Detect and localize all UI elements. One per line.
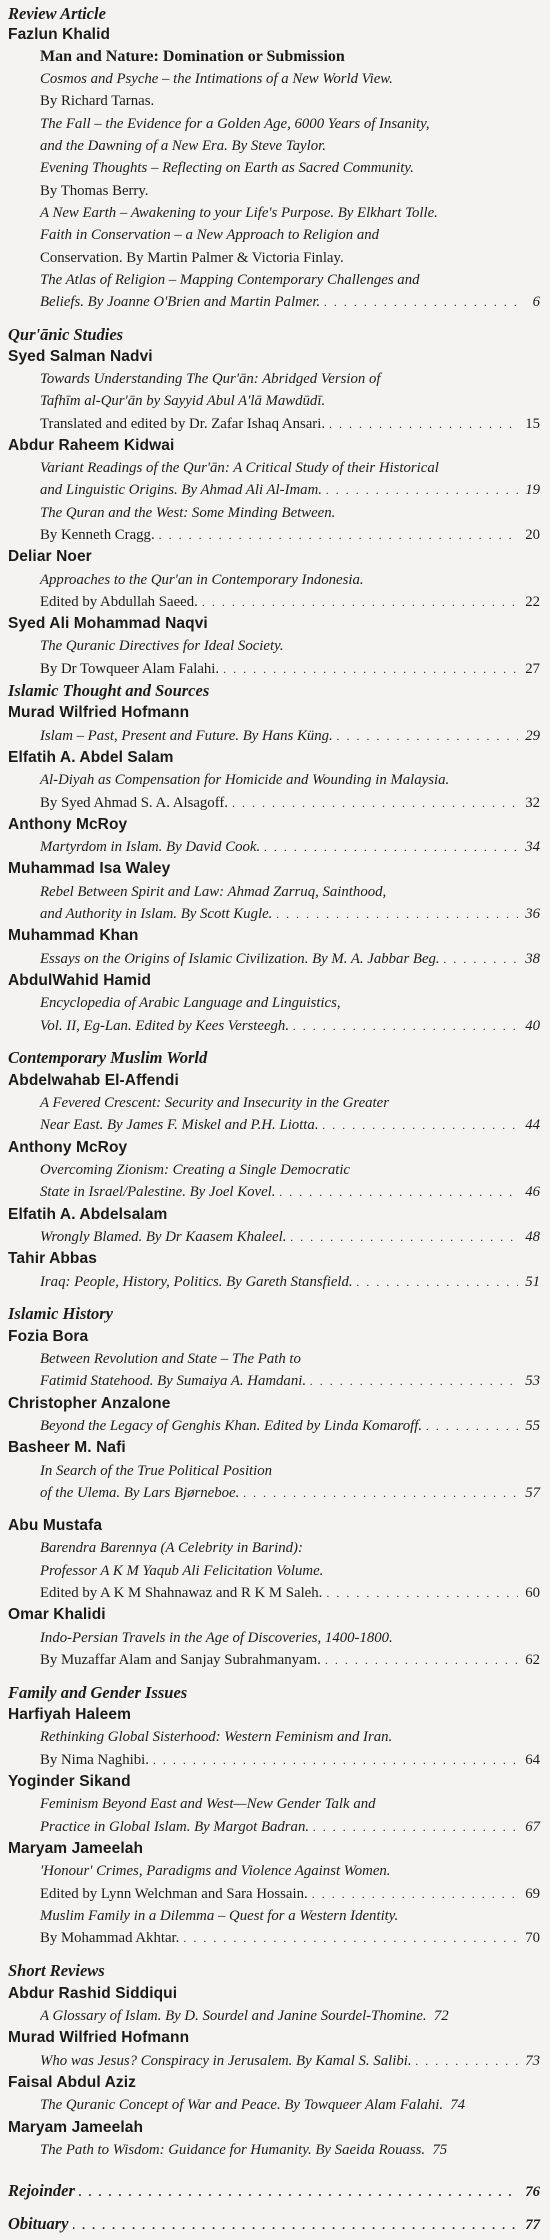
section-heading: Contemporary Muslim World (8, 1048, 208, 1067)
leader-dots (276, 903, 518, 925)
page-number: 48 (525, 1229, 540, 1245)
book-credit-line: Conservation. By Martin Palmer & Victoria Finlay. (40, 250, 344, 266)
page-number: 64 (525, 1752, 540, 1768)
page-number: 19 (525, 482, 540, 498)
book-title-line (40, 1181, 540, 1203)
book-credit-line: By Thomas Berry. (40, 183, 149, 199)
reviewer-name: Anthony McRoy (8, 816, 128, 833)
page-number: 34 (525, 839, 540, 855)
section-heading: Islamic Thought and Sources (8, 681, 210, 700)
section-heading: Review Article (8, 4, 106, 23)
book-title-line-text: Fatimid Statehood. By Sumaiya A. Hamdani. (40, 1373, 307, 1389)
book-title-line-text: and Linguistic Origins. By Ahmad Ali Al-Imam. (40, 482, 322, 498)
leader-dots (312, 1883, 518, 1905)
book-title-line-text: The Path to Wisdom: Guidance for Humanity. By Saeida Rouass. (40, 2142, 426, 2158)
section-heading: Short Reviews (8, 1961, 105, 1980)
page-number: 67 (525, 1819, 540, 1835)
reviewer-name: Omar Khalidi (8, 1606, 106, 1623)
page-number: 55 (525, 1418, 540, 1434)
page-number: 62 (525, 1652, 540, 1668)
page-number: 60 (525, 1585, 540, 1601)
book-title-line: Variant Readings of the Qur'ān: A Critical Study of their Historical (40, 460, 439, 476)
reviewer-name: Syed Salman Nadvi (8, 348, 153, 365)
book-title-line-text: Essays on the Origins of Islamic Civilization. By M. A. Jabbar Beg. (40, 951, 440, 967)
book-title-line-text: Who was Jesus? Conspiracy in Jerusalem. By Kamal S. Salibi. (40, 2053, 412, 2069)
leader-dots (223, 658, 518, 680)
book-credit-line (40, 524, 540, 546)
page-number: 22 (525, 594, 540, 610)
book-title-line (40, 1816, 540, 1838)
page-number: 75 (432, 2142, 448, 2158)
book-title-line (40, 903, 540, 925)
leader-dots (153, 1749, 518, 1771)
book-title-line: Approaches to the Qur'an in Contemporary Indonesia. (40, 572, 364, 588)
book-title-line: Encyclopedia of Arabic Language and Linguistics, (40, 995, 341, 1011)
book-title-line: A New Earth – Awakening to your Life's Purpose. By Elkhart Tolle. (40, 205, 438, 221)
reviewer-name: Deliar Noer (8, 548, 92, 565)
book-credit-line-text: By Muzaffar Alam and Sanjay Subrahmanyam. (40, 1652, 321, 1668)
page-number: 46 (525, 1184, 540, 1200)
book-title-line (40, 1415, 540, 1437)
reviewer-name: Murad Wilfried Hofmann (8, 2029, 190, 2046)
book-title-line: Overcoming Zionism: Creating a Single Democratic (40, 1162, 351, 1178)
article-title: Man and Nature: Domination or Submission (40, 48, 345, 65)
page-number: 72 (433, 2008, 449, 2024)
book-title-line: Muslim Family in a Dilemma – Quest for a Western Identity. (40, 1908, 399, 1924)
leader-dots (73, 2214, 518, 2236)
book-title-line (40, 1370, 540, 1392)
book-title-line-text: of the Ulema. By Lars Bjørneboe. (40, 1485, 240, 1501)
section-heading: Islamic History (8, 1304, 113, 1323)
reviewer-name: Anthony McRoy (8, 1139, 128, 1156)
book-title-line: Towards Understanding The Qur'ān: Abridged Version of (40, 371, 381, 387)
leader-dots (323, 1114, 518, 1136)
book-title-line: Barendra Barennya (A Celebrity in Barind): (40, 1540, 303, 1556)
book-credit-line (40, 1749, 540, 1771)
book-title-line: Cosmos and Psyche – the Intimations of a New World View. (40, 71, 393, 87)
reviewer-name: Elfatih A. Abdel Salam (8, 749, 174, 766)
leader-dots (325, 1649, 518, 1671)
page-number: 32 (525, 795, 540, 811)
reviewer-name: Fozia Bora (8, 1328, 89, 1345)
book-title-line: 'Honour' Crimes, Paradigms and Violence Against Women. (40, 1863, 391, 1879)
book-title-line (40, 479, 540, 501)
page-number: 36 (525, 906, 540, 922)
page-number: 15 (525, 416, 540, 432)
leader-dots (337, 725, 518, 747)
book-title-line-text: State in Israel/Palestine. By Joel Kovel. (40, 1184, 276, 1200)
reviewer-name: Murad Wilfried Hofmann (8, 704, 190, 721)
book-title-line (40, 291, 540, 313)
page-number: 29 (525, 728, 540, 744)
page-number: 77 (525, 2217, 540, 2233)
leader-dots (426, 1415, 518, 1437)
book-title-line: In Search of the True Political Position (40, 1463, 273, 1479)
book-title-line: Feminism Beyond East and West—New Gender Talk and (40, 1796, 376, 1812)
book-credit-line-text: By Kenneth Cragg. (40, 527, 155, 543)
leader-dots (232, 792, 518, 814)
page-number: 74 (450, 2097, 466, 2113)
book-title-line-text: and Authority in Islam. By Scott Kugle. (40, 906, 273, 922)
page-number: 51 (525, 1274, 540, 1290)
book-credit-line: By Richard Tarnas. (40, 93, 155, 109)
reviewer-name: Abdur Rashid Siddiqui (8, 1985, 178, 2002)
page-number: 20 (525, 527, 540, 543)
book-title-line (40, 2139, 540, 2161)
leader-dots (79, 2181, 518, 2203)
book-credit-line (40, 1582, 540, 1604)
page-number: 57 (525, 1485, 540, 1501)
book-title-line-text: Martyrdom in Islam. By David Cook. (40, 839, 261, 855)
leader-dots (329, 413, 518, 435)
leader-dots (293, 1015, 518, 1037)
book-credit-line (40, 413, 540, 435)
book-title-line: The Quran and the West: Some Minding Between. (40, 505, 336, 521)
book-credit-line-text: By Mohammad Akhtar. (40, 1930, 180, 1946)
book-credit-line-text: By Syed Ahmad S. A. Alsagoff. (40, 795, 228, 811)
leader-dots (279, 1181, 518, 1203)
page-number: 53 (525, 1373, 540, 1389)
book-credit-line (40, 1649, 540, 1671)
book-title-line (40, 2094, 540, 2116)
section-heading (8, 2180, 540, 2202)
book-credit-line-text: Edited by Abdullah Saeed. (40, 594, 198, 610)
reviewer-name: Faisal Abdul Aziz (8, 2074, 137, 2091)
book-title-line-text: A Glossary of Islam. By D. Sourdel and Janine Sourdel-Thomine. (40, 2008, 427, 2024)
book-title-line: The Fall – the Evidence for a Golden Age, 6000 Years of Insanity, (40, 116, 430, 132)
leader-dots (159, 524, 518, 546)
book-title-line (40, 725, 540, 747)
page-number: 73 (525, 2053, 540, 2069)
book-title-line-text: The Quranic Concept of War and Peace. By Towqueer Alam Falahi. (40, 2097, 444, 2113)
reviewer-name: Maryam Jameelah (8, 2119, 144, 2136)
section-heading-text: Rejoinder (8, 2181, 75, 2200)
page-number: 27 (525, 661, 540, 677)
book-credit-line-text: Edited by A K M Shahnawaz and R K M Saleh. (40, 1585, 323, 1601)
page-number: 6 (532, 294, 540, 310)
leader-dots (326, 479, 518, 501)
book-title-line-text: Beyond the Legacy of Genghis Khan. Edited by Linda Komaroff. (40, 1418, 423, 1434)
book-credit-line-text: By Nima Naghibi. (40, 1752, 149, 1768)
book-credit-line-text: By Dr Towqueer Alam Falahi. (40, 661, 220, 677)
leader-dots (357, 1271, 518, 1293)
book-title-line-text: Wrongly Blamed. By Dr Kaasem Khaleel. (40, 1229, 287, 1245)
leader-dots (264, 836, 518, 858)
book-title-line: Indo-Persian Travels in the Age of Discoveries, 1400-1800. (40, 1630, 393, 1646)
book-title-line: Al-Diyah as Compensation for Homicide and Wounding in Malaysia. (40, 772, 450, 788)
book-title-line-text: Vol. II, Eg-Lan. Edited by Kees Versteegh. (40, 1018, 290, 1034)
book-title-line-text: Beliefs. By Joanne O'Brien and Martin Palmer. (40, 294, 321, 310)
page-number: 44 (525, 1117, 540, 1133)
book-title-line (40, 1015, 540, 1037)
leader-dots (326, 1582, 518, 1604)
book-title-line-text: Islam – Past, Present and Future. By Hans Küng. (40, 728, 333, 744)
section-heading: Qur'ānic Studies (8, 325, 124, 344)
book-title-line: Tafhīm al-Qur'ān by Sayyid Abul A'lā Mawdūdī. (40, 393, 326, 409)
reviewer-name: Muhammad Khan (8, 927, 139, 944)
leader-dots (324, 291, 518, 313)
reviewer-name: Maryam Jameelah (8, 1840, 144, 1857)
book-credit-line-text: Translated and edited by Dr. Zafar Ishaq Ansari. (40, 416, 326, 432)
reviewer-name: Yoginder Sikand (8, 1773, 131, 1790)
section-heading: Family and Gender Issues (8, 1683, 188, 1702)
page-number: 70 (525, 1930, 540, 1946)
book-title-line: Evening Thoughts – Reflecting on Earth as Sacred Community. (40, 160, 414, 176)
book-title-line (40, 1271, 540, 1293)
book-credit-line-text: Edited by Lynn Welchman and Sara Hossain. (40, 1886, 308, 1902)
page-number: 40 (525, 1018, 540, 1034)
book-credit-line (40, 591, 540, 613)
book-credit-line (40, 792, 540, 814)
page-number: 38 (525, 951, 540, 967)
reviewer-name: Muhammad Isa Waley (8, 860, 171, 877)
leader-dots (313, 1816, 518, 1838)
book-title-line: Rebel Between Spirit and Law: Ahmad Zarruq, Sainthood, (40, 884, 387, 900)
book-title-line: A Fevered Crescent: Security and Insecurity in the Greater (40, 1095, 389, 1111)
book-title-line: and the Dawning of a New Era. By Steve Taylor. (40, 138, 326, 154)
book-title-line: Between Revolution and State – The Path to (40, 1351, 301, 1367)
book-title-line (40, 2050, 540, 2072)
reviewer-name: AbdulWahid Hamid (8, 972, 152, 989)
reviewer-name: Tahir Abbas (8, 1250, 97, 1267)
leader-dots (290, 1226, 518, 1248)
book-title-line (40, 2005, 540, 2027)
reviewer-name: Abdelwahab El-Affendi (8, 1072, 179, 1089)
reviewer-name: Basheer M. Nafi (8, 1439, 126, 1456)
book-credit-line (40, 658, 540, 680)
section-heading (8, 2213, 540, 2235)
section-heading-text: Obituary (8, 2214, 69, 2233)
book-title-line: Professor A K M Yaqub Ali Felicitation Volume. (40, 1563, 324, 1579)
leader-dots (444, 948, 518, 970)
page-number: 76 (525, 2184, 540, 2200)
page-number: 69 (525, 1886, 540, 1902)
leader-dots (416, 2050, 518, 2072)
book-title-line: The Quranic Directives for Ideal Society. (40, 638, 284, 654)
book-credit-line (40, 1927, 540, 1949)
leader-dots (183, 1927, 518, 1949)
book-title-line-text: Iraq: People, History, Politics. By Gareth Stansfield. (40, 1274, 353, 1290)
book-title-line: Rethinking Global Sisterhood: Western Feminism and Iran. (40, 1729, 393, 1745)
book-title-line-text: Practice in Global Islam. By Margot Badran. (40, 1819, 310, 1835)
reviewer-name: Harfiyah Haleem (8, 1706, 131, 1723)
leader-dots (202, 591, 518, 613)
book-title-line (40, 1114, 540, 1136)
book-credit-line (40, 1883, 540, 1905)
leader-dots (310, 1370, 518, 1392)
book-title-line (40, 948, 540, 970)
book-title-line (40, 1226, 540, 1248)
reviewer-name: Syed Ali Mohammad Naqvi (8, 615, 208, 632)
reviewer-name: Abu Mustafa (8, 1517, 103, 1534)
book-title-line: The Atlas of Religion – Mapping Contemporary Challenges and (40, 272, 420, 288)
reviewer-name: Fazlun Khalid (8, 26, 111, 43)
book-title-line (40, 1482, 540, 1504)
reviewer-name: Christopher Anzalone (8, 1395, 171, 1412)
book-title-line-text: Near East. By James F. Miskel and P.H. Liotta. (40, 1117, 319, 1133)
book-title-line (40, 836, 540, 858)
reviewer-name: Elfatih A. Abdelsalam (8, 1206, 168, 1223)
book-title-line: Faith in Conservation – a New Approach to Religion and (40, 227, 380, 243)
leader-dots (243, 1482, 518, 1504)
reviewer-name: Abdur Raheem Kidwai (8, 437, 175, 454)
